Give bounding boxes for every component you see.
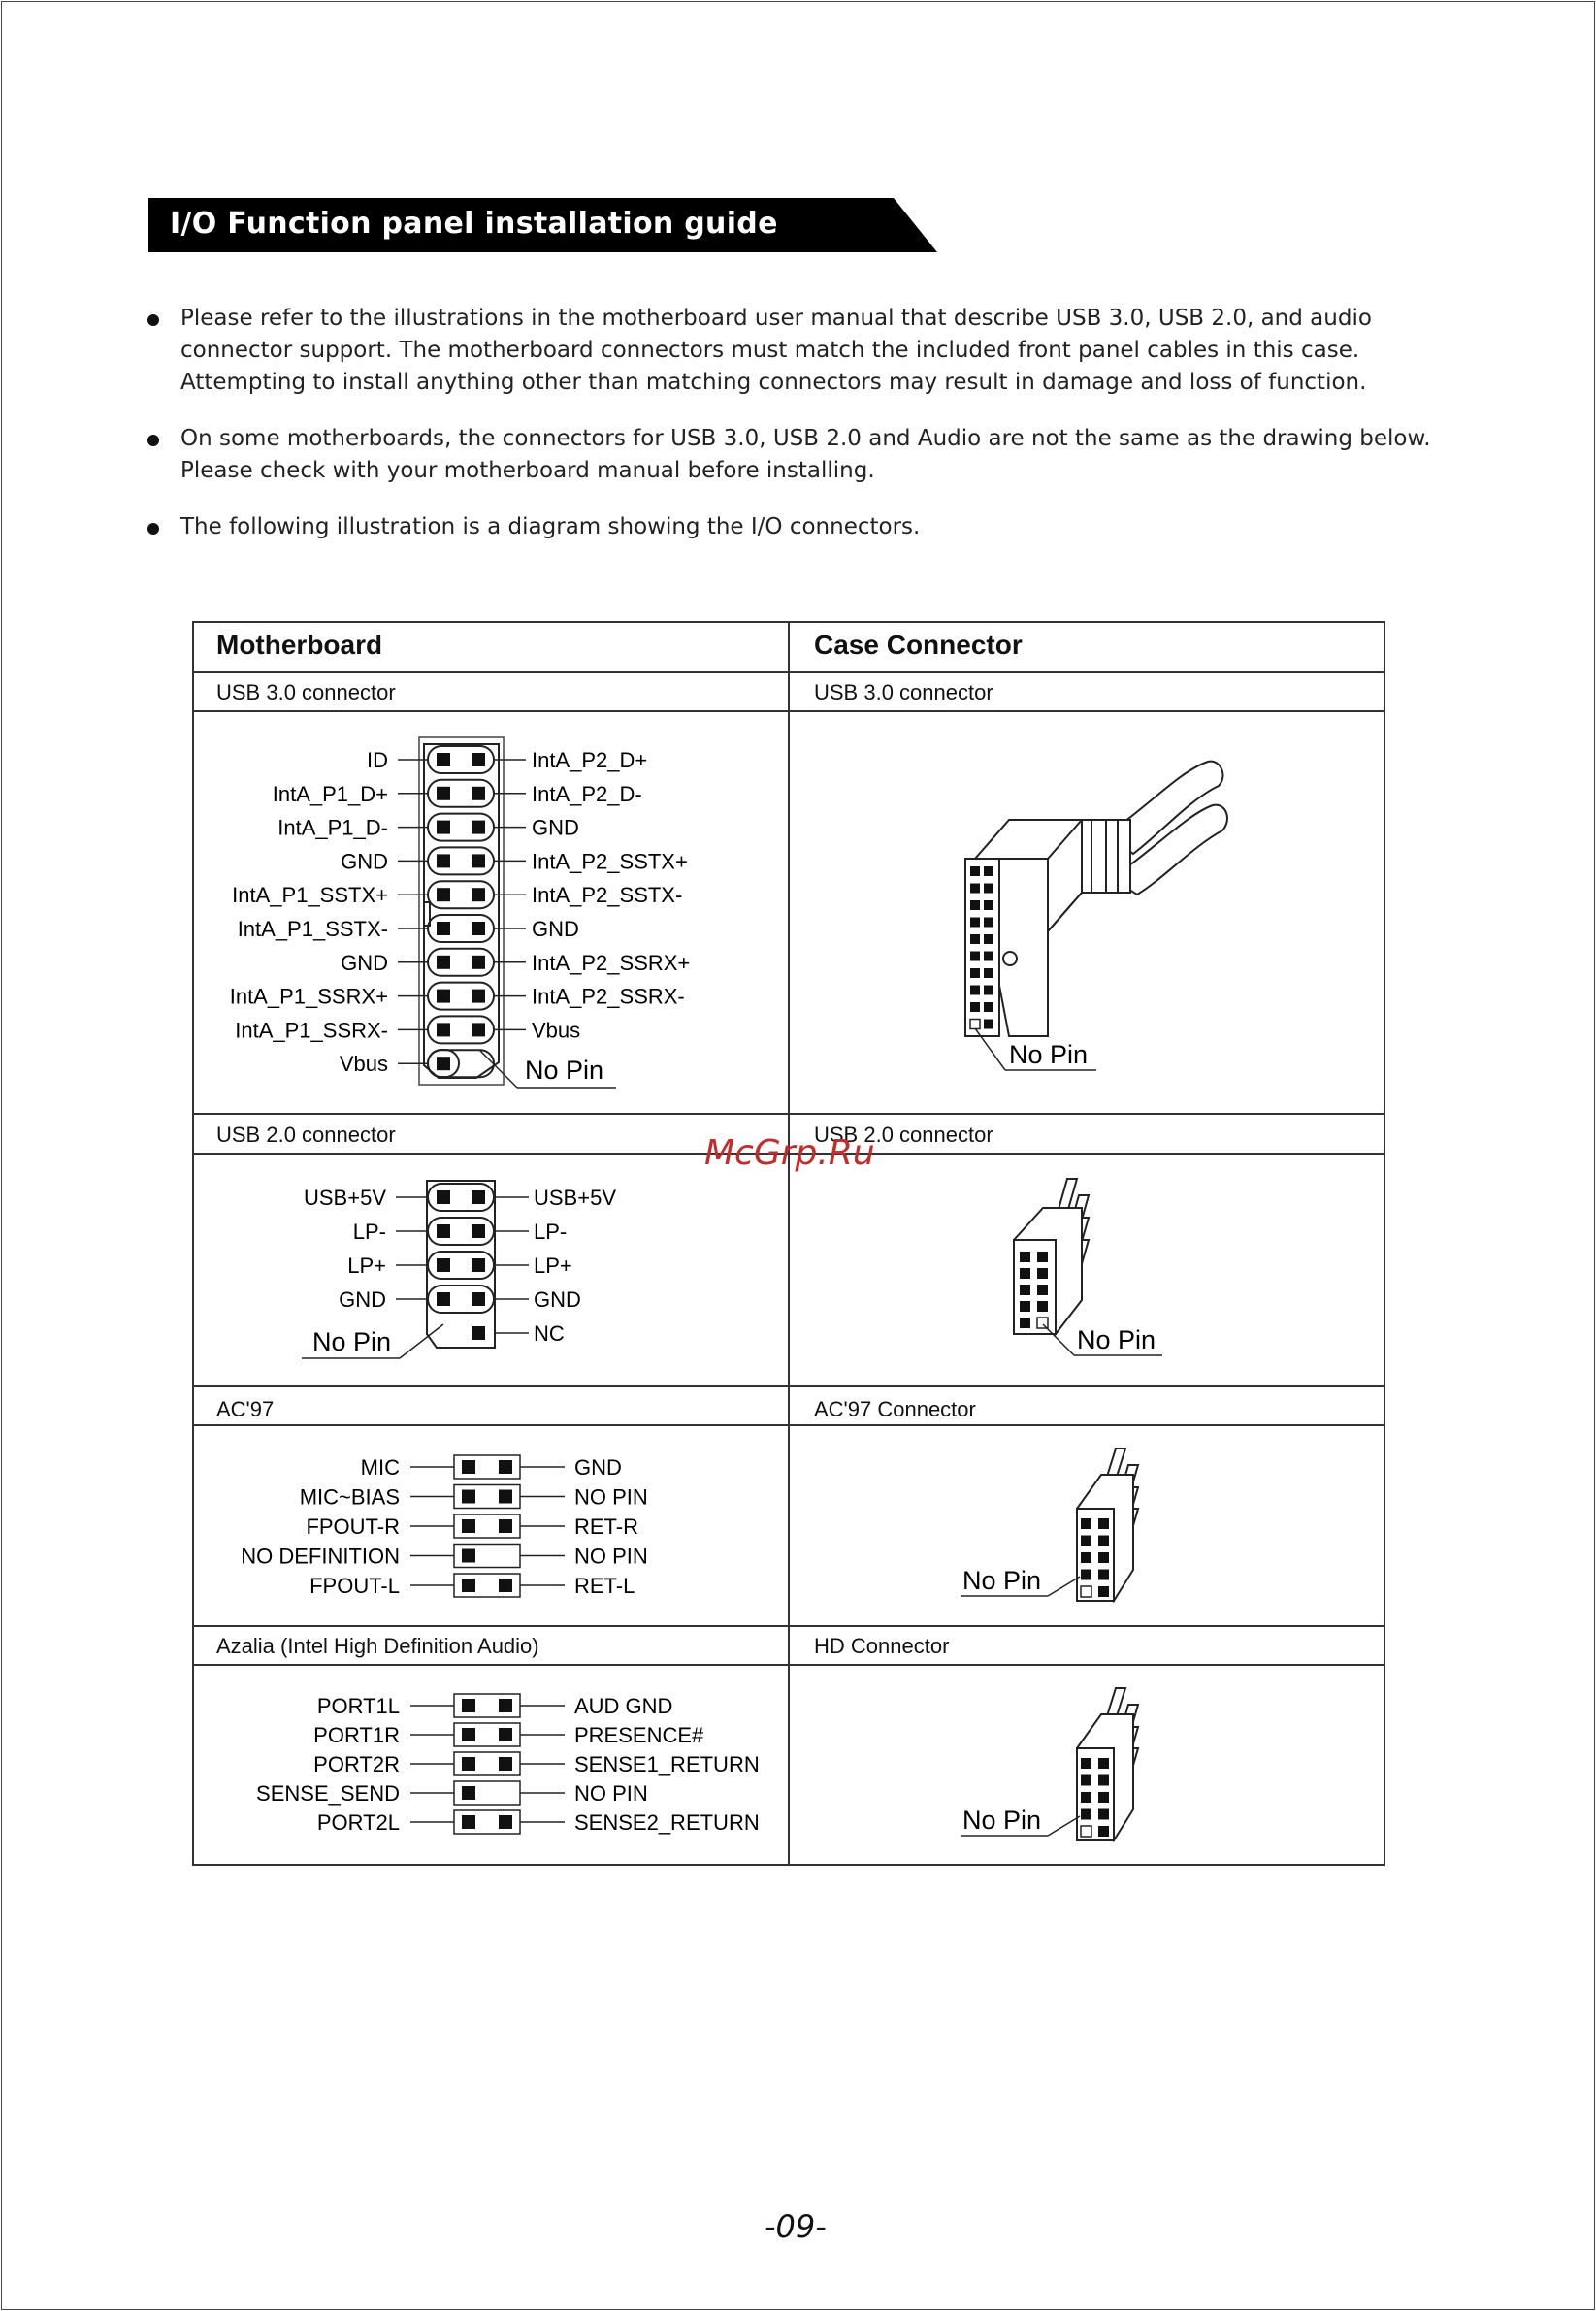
pin <box>499 1757 512 1771</box>
usb20-case-connector-icon <box>1014 1179 1089 1334</box>
pin <box>472 1023 485 1036</box>
pin-label-right: NC <box>534 1321 565 1346</box>
pin <box>462 1549 475 1563</box>
section-label-hd-mb: Azalia (Intel High Definition Audio) <box>216 1634 539 1658</box>
pin-label-right: Vbus <box>532 1018 581 1043</box>
pin <box>437 1190 450 1204</box>
usb30-no-pin-label: No Pin <box>525 1056 604 1085</box>
pin <box>437 1224 450 1238</box>
pin-label-left: ID <box>367 748 388 772</box>
usb30-cable-connector-icon <box>965 762 1227 1036</box>
pin-label-left: PORT1L <box>316 1694 400 1718</box>
pin-label-left: GND <box>341 849 388 874</box>
usb20-pins <box>428 1184 494 1340</box>
pin-label-right: RET-R <box>574 1514 638 1539</box>
pin <box>499 1490 512 1504</box>
pin <box>472 922 485 935</box>
usb30-pins <box>428 746 494 1077</box>
pin <box>472 753 485 766</box>
pin <box>472 1190 485 1204</box>
pin <box>472 990 485 1003</box>
pin-label-left: FPOUT-R <box>306 1514 400 1539</box>
ac97-labels-left <box>241 1455 454 1598</box>
pin <box>499 1579 512 1592</box>
pin-label-left: USB+5V <box>304 1186 386 1210</box>
pin <box>472 888 485 901</box>
pin <box>462 1490 475 1504</box>
hd-header-diagram <box>256 1694 760 1835</box>
pin-label-right: SENSE2_RETURN <box>574 1810 760 1835</box>
pin <box>437 1258 450 1272</box>
column-header-case-connector: Case Connector <box>814 630 1023 660</box>
pin <box>437 787 450 800</box>
pin <box>462 1728 475 1741</box>
watermark: McGrp.Ru <box>704 1133 875 1173</box>
hd-case-no-pin-label: No Pin <box>962 1806 1042 1835</box>
pin-label-left: Vbus <box>339 1052 388 1077</box>
pin <box>462 1519 475 1533</box>
hd-labels-left <box>256 1694 454 1835</box>
pin-label-right: SENSE1_RETURN <box>574 1752 760 1776</box>
pin-label-left: IntA_P1_SSTX+ <box>232 883 388 908</box>
pin-label-right: GND <box>534 1287 581 1312</box>
pin-label-left: GND <box>339 1287 386 1312</box>
pin <box>437 922 450 935</box>
pin <box>472 854 485 867</box>
pin-label-left: FPOUT-L <box>309 1574 400 1598</box>
pin-label-right: PRESENCE# <box>574 1723 704 1747</box>
pin-label-right: IntA_P2_SSTX- <box>532 883 683 908</box>
pin <box>472 1326 485 1340</box>
page-title: I/O Function panel installation guide <box>170 207 778 241</box>
bullet-text: Please refer to the illustrations in the motherboard user manual that describe USB 3.0, USB 2.0, and audio connector support. The motherboard connectors must match the included front panel cables in this case. Attempting to install anything other than matching connectors may result in damage and loss of function. <box>180 306 1372 395</box>
pin-label-right: IntA_P2_SSRX+ <box>532 950 691 975</box>
usb30-case-no-pin-label: No Pin <box>1009 1040 1089 1069</box>
pin-label-left: LP+ <box>347 1253 386 1278</box>
hd-labels-right <box>520 1694 760 1835</box>
column-header-motherboard: Motherboard <box>216 630 383 660</box>
pin-label-left: IntA_P1_SSRX- <box>235 1018 388 1043</box>
usb20-no-pin-label: No Pin <box>312 1327 392 1356</box>
pin-label-right: NO PIN <box>574 1781 648 1806</box>
pin-label-left: GND <box>341 950 388 975</box>
usb20-case-no-pin-label: No Pin <box>1077 1325 1156 1354</box>
pin <box>499 1519 512 1533</box>
usb20-labels-right <box>494 1186 616 1346</box>
bullet-text: On some motherboards, the connectors for USB 3.0, USB 2.0 and Audio are not the same as the drawing below. Please check with your motherboard manual before installing. <box>180 426 1431 483</box>
pin-label-left: SENSE_SEND <box>256 1781 400 1806</box>
pin-label-left: IntA_P1_D- <box>277 815 388 840</box>
pin-label-right: LP+ <box>534 1253 572 1278</box>
pin <box>499 1460 512 1474</box>
pin <box>437 888 450 901</box>
pin-label-right: IntA_P2_D- <box>532 781 642 806</box>
pin-label-left: PORT1R <box>313 1723 400 1747</box>
usb30-labels-right <box>494 748 690 1042</box>
hd-pins <box>454 1694 520 1834</box>
page-number: -09- <box>765 2208 827 2245</box>
pin-label-left: NO DEFINITION <box>241 1544 400 1569</box>
pin-label-right: USB+5V <box>534 1186 616 1210</box>
pin <box>462 1786 475 1800</box>
pin <box>472 1224 485 1238</box>
hd-case-connector-icon <box>1077 1688 1138 1840</box>
section-label-ac97-case: AC'97 Connector <box>814 1397 976 1421</box>
pin <box>472 821 485 834</box>
pin <box>462 1460 475 1474</box>
usb30-header-shroud <box>424 744 499 1078</box>
pin <box>462 1815 475 1829</box>
pin-label-right: IntA_P2_D+ <box>532 748 648 772</box>
pin <box>462 1757 475 1771</box>
usb30-header-diagram <box>230 737 691 1088</box>
section-label-hd-case: HD Connector <box>814 1634 950 1658</box>
pin <box>462 1699 475 1712</box>
usb20-header-diagram <box>302 1181 616 1358</box>
pin-label-right: GND <box>574 1455 622 1480</box>
usb20-labels-left <box>304 1186 428 1312</box>
pin-label-right: IntA_P2_SSTX+ <box>532 849 688 874</box>
pin <box>437 854 450 867</box>
pin <box>437 1292 450 1306</box>
pin-label-left: PORT2R <box>313 1752 400 1776</box>
pin <box>437 1023 450 1036</box>
pin-label-right: GND <box>532 917 579 941</box>
pin-label-left: MIC <box>360 1455 400 1480</box>
pin <box>437 990 450 1003</box>
section-label-usb20-case: USB 2.0 connector <box>814 1123 993 1147</box>
pin <box>499 1815 512 1829</box>
pin-label-right: LP- <box>534 1220 568 1244</box>
ac97-case-connector-icon <box>1077 1448 1138 1601</box>
section-label-ac97-mb: AC'97 <box>216 1397 275 1421</box>
pin-label-right: IntA_P2_SSRX- <box>532 984 685 1009</box>
ac97-case-no-pin-label: No Pin <box>962 1566 1042 1595</box>
pin-label-right: GND <box>532 815 579 840</box>
pin-label-right: NO PIN <box>574 1544 648 1569</box>
pin <box>437 821 450 834</box>
pin-label-left: PORT2L <box>316 1810 400 1835</box>
pin <box>437 753 450 766</box>
usb30-header-outline <box>419 737 504 1085</box>
bullet-text: The following illustration is a diagram showing the I/O connectors. <box>180 514 921 539</box>
pin-label-right: NO PIN <box>574 1484 648 1510</box>
pin-label-left: LP- <box>352 1220 386 1244</box>
section-label-usb30-mb: USB 3.0 connector <box>216 680 396 704</box>
ac97-header-diagram <box>241 1455 648 1598</box>
ac97-labels-right <box>520 1455 648 1598</box>
pin <box>462 1579 475 1592</box>
pin <box>499 1728 512 1741</box>
pin-label-left: IntA_P1_SSTX- <box>237 917 388 941</box>
section-label-usb30-case: USB 3.0 connector <box>814 680 993 704</box>
section-label-usb20-mb: USB 2.0 connector <box>216 1123 396 1147</box>
pin <box>437 1057 450 1070</box>
pin <box>472 1292 485 1306</box>
pin <box>472 956 485 969</box>
pin-label-left: MIC~BIAS <box>299 1484 400 1510</box>
pin <box>472 1258 485 1272</box>
pin <box>472 787 485 800</box>
pin <box>499 1699 512 1712</box>
ac97-pins <box>454 1455 520 1597</box>
pin-label-left: IntA_P1_SSRX+ <box>229 984 388 1009</box>
pin-label-left: IntA_P1_D+ <box>272 781 388 806</box>
pin <box>437 956 450 969</box>
usb30-labels-left <box>230 748 428 1076</box>
pin-label-right: AUD GND <box>574 1694 673 1718</box>
pin-label-right: RET-L <box>574 1574 635 1598</box>
